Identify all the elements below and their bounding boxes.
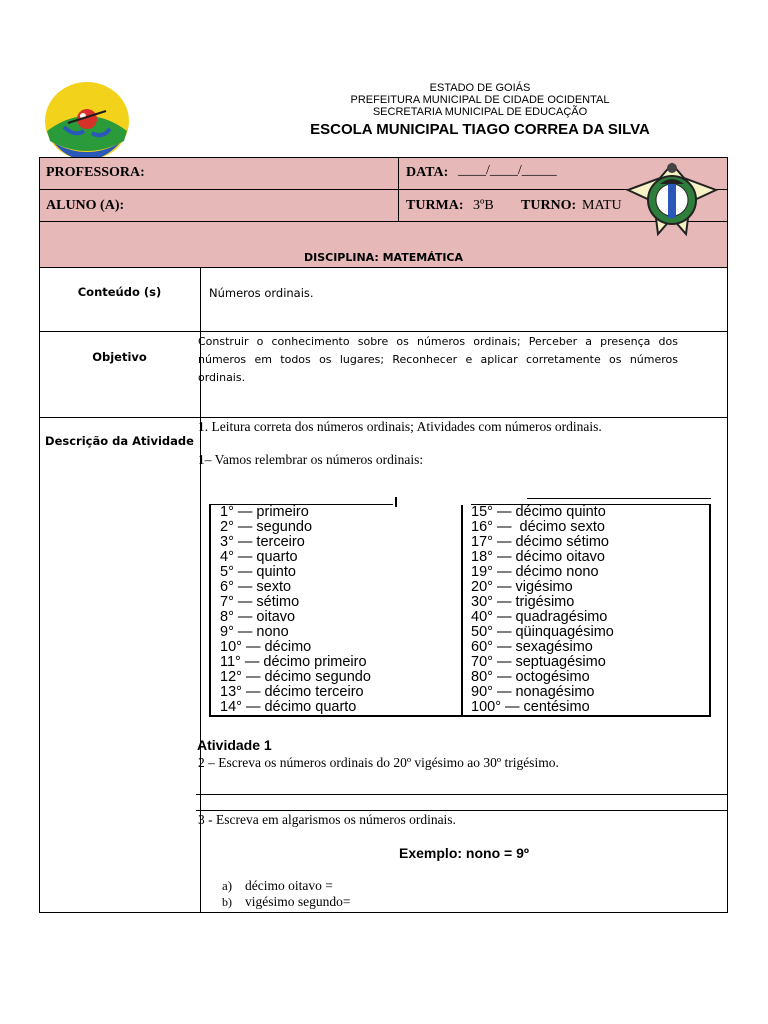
ordinal-entry: 12° — décimo segundo: [220, 669, 371, 685]
ordinal-entry: 15° — décimo quinto: [471, 504, 606, 520]
item-a-marker: a): [222, 878, 233, 893]
question-3: 3 - Escreva em algarismos os números ordinais.: [198, 812, 456, 827]
turma-label: TURMA:: [406, 198, 464, 213]
ordinal-entry: 19° — décimo nono: [471, 564, 599, 580]
item-a: décimo oitavo =: [245, 878, 333, 893]
descricao-label: Descrição da Atividade: [45, 434, 194, 448]
turno-label: TURNO:: [521, 198, 577, 213]
ordinal-entry: 40° — quadragésimo: [471, 609, 608, 625]
conteudo-label: Conteúdo (s): [77, 285, 162, 299]
descricao-line1: 1. Leitura correta dos números ordinais; Atividades com números ordinais.: [198, 419, 602, 434]
objetivo-value: Construir o conhecimento sobre os números ordinais; Perceber a presença dos números em todos os lugares; Reconhecer e aplicar corretamente os números ordinais.: [198, 335, 678, 384]
ordinal-entry: 80° — octogésimo: [471, 669, 590, 685]
ordinal-entry: 100° — centésimo: [471, 699, 590, 715]
ordinal-entry: 9° — nono: [220, 624, 289, 640]
descricao-line2: 1– Vamos relembrar os números ordinais:: [198, 452, 424, 467]
ordinal-entry: 30° — trigésimo: [471, 594, 575, 610]
school-logo: [44, 81, 130, 161]
turno-value: MATU: [582, 198, 622, 213]
ordinal-entry: 16° — décimo sexto: [471, 519, 605, 535]
activity-title: Atividade 1: [197, 737, 272, 753]
ordinal-entry: 8° — oitavo: [220, 609, 296, 625]
header-prefeitura: PREFEITURA MUNICIPAL DE CIDADE OCIDENTAL: [350, 94, 610, 106]
ordinal-entry: 90° — nonagésimo: [471, 684, 595, 700]
ordinal-entry: 50° — qüinquagésimo: [471, 624, 614, 640]
emblem-badge: [624, 160, 720, 240]
ordinal-entry: 6° — sexto: [220, 579, 292, 595]
item-b-marker: b): [222, 895, 232, 909]
item-b: vigésimo segundo=: [245, 894, 351, 909]
objetivo-label: Objetivo: [92, 350, 147, 364]
ordinal-entry: 7° — sétimo: [220, 594, 300, 610]
ordinal-entry: 4° — quarto: [220, 549, 298, 565]
ordinal-entry: 5° — quinto: [220, 564, 296, 580]
ordinal-entry: 18° — décimo oitavo: [471, 549, 605, 565]
ordinal-entry: 2° — segundo: [220, 519, 313, 535]
conteudo-value: Números ordinais.: [209, 286, 314, 300]
ordinal-entry: 14° — décimo quarto: [220, 699, 357, 715]
ordinal-entry: 20° — vigésimo: [471, 579, 573, 595]
ordinal-entry: 17° — décimo sétimo: [471, 534, 609, 550]
header-secretaria: SECRETARIA MUNICIPAL DE EDUCAÇÃO: [372, 106, 588, 118]
ordinal-entry: 11° — décimo primeiro: [220, 654, 367, 670]
ordinals-table: [209, 497, 713, 719]
school-name: ESCOLA MUNICIPAL TIAGO CORREA DA SILVA: [310, 121, 650, 138]
aluno-label: ALUNO (A):: [46, 198, 125, 213]
ordinal-entry: 70° — septuagésimo: [471, 654, 606, 670]
discipline-title: DISCIPLINA: MATEMÁTICA: [303, 251, 464, 264]
ordinal-entry: 60° — sexagésimo: [471, 639, 593, 655]
question-2: 2 – Escreva os números ordinais do 20º vigésimo ao 30º trigésimo.: [198, 755, 559, 770]
turma-value: 3ºB: [473, 198, 494, 213]
data-field[interactable]: ____/____/_____: [458, 163, 557, 178]
ordinal-entry: 10° — décimo: [220, 639, 312, 655]
professora-label: PROFESSORA:: [46, 165, 145, 180]
ordinal-entry: 3° — terceiro: [220, 534, 305, 550]
example-text: Exemplo: nono = 9º: [399, 845, 529, 861]
header-state: ESTADO DE GOIÁS: [429, 82, 531, 94]
data-label: DATA:: [406, 165, 449, 180]
ordinal-entry: 1° — primeiro: [220, 504, 309, 520]
ordinal-entry: 13° — décimo terceiro: [220, 684, 364, 700]
